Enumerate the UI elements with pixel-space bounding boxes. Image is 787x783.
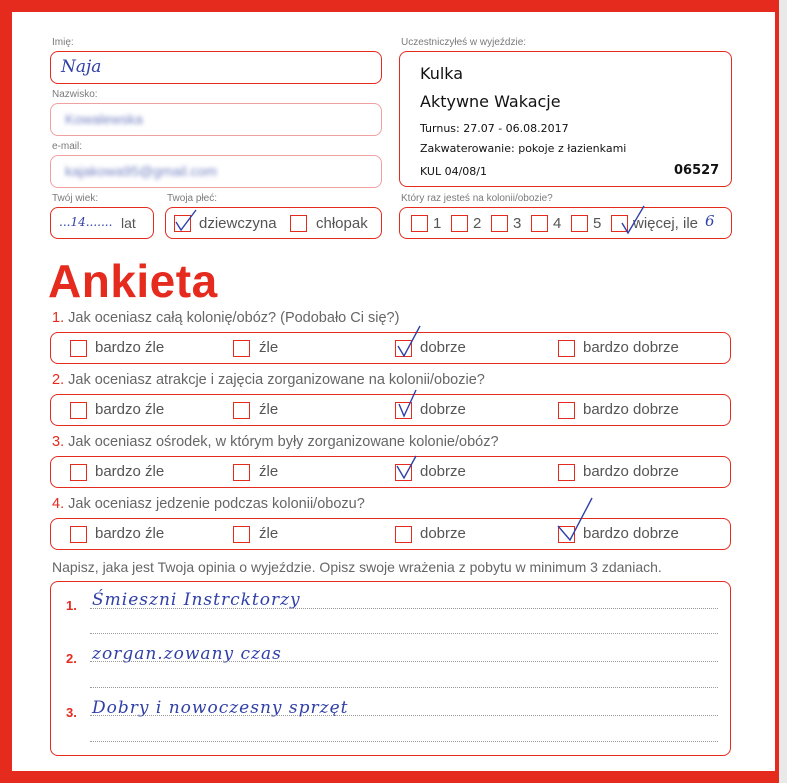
- first-name-label: Imię:: [52, 37, 74, 48]
- opinion-line-3: [90, 715, 718, 716]
- q4-dobrze-checkbox[interactable]: [395, 526, 412, 543]
- q4-option-2-label: źle: [259, 525, 279, 542]
- email-field[interactable]: [50, 155, 382, 188]
- q2-bardzo-dobrze-checkbox[interactable]: [558, 402, 575, 419]
- times-1-label: 1: [433, 215, 442, 232]
- question-3: [52, 434, 499, 450]
- question-1-number: 1.: [52, 310, 65, 326]
- q2-dobrze-checkbox[interactable]: [395, 402, 412, 419]
- q1-option-3-label: dobrze: [420, 339, 466, 356]
- trip-program: Aktywne Wakacje: [420, 92, 561, 111]
- trip-turnus: Turnus: 27.07 - 06.08.2017: [420, 122, 569, 135]
- q1-zle-checkbox[interactable]: [233, 340, 250, 357]
- gender-girl-label: dziewczyna: [199, 215, 277, 232]
- times-5-label: 5: [593, 215, 602, 232]
- gender-field: [165, 207, 382, 239]
- age-unit: lat: [121, 215, 136, 231]
- times-more-value: 6: [705, 212, 715, 230]
- q2-option-2-label: źle: [259, 401, 279, 418]
- opinion-line-3b: [90, 741, 718, 742]
- q4-zle-checkbox[interactable]: [233, 526, 250, 543]
- times-3-label: 3: [513, 215, 522, 232]
- opinion-line-1b: [90, 633, 718, 634]
- opinion-line-2b: [90, 687, 718, 688]
- q4-option-4-label: bardzo dobrze: [583, 525, 679, 542]
- opinion-line-1-number: 1.: [66, 598, 77, 613]
- q2-option-1-label: bardzo źle: [95, 401, 165, 418]
- opinion-line-1: [90, 608, 718, 609]
- trip-number: 06527: [674, 163, 720, 178]
- last-name-value: Kowalewska: [65, 111, 143, 127]
- q4-bardzo-dobrze-checkbox[interactable]: [558, 526, 575, 543]
- trip-lodging: Zakwaterowanie: pokoje z łazienkami: [420, 142, 627, 155]
- opinion-line-2-text: zorgan.zowany czas: [92, 644, 282, 664]
- gender-boy-checkbox[interactable]: [290, 215, 307, 232]
- q3-option-2-label: źle: [259, 463, 279, 480]
- question-2-options: [50, 394, 731, 426]
- times-4-label: 4: [553, 215, 562, 232]
- q4-option-3-label: dobrze: [420, 525, 466, 542]
- times-5-checkbox[interactable]: [571, 215, 588, 232]
- times-2-label: 2: [473, 215, 482, 232]
- question-4-text: Jak oceniasz jedzenie podczas kolonii/obozu?: [68, 496, 365, 512]
- email-value: kajakowa95@gmail.com: [65, 163, 217, 179]
- q2-option-3-label: dobrze: [420, 401, 466, 418]
- last-name-label: Nazwisko:: [52, 89, 98, 100]
- question-3-text: Jak oceniasz ośrodek, w którym były zorganizowane kolonie/obóz?: [68, 434, 499, 450]
- q1-dobrze-checkbox[interactable]: [395, 340, 412, 357]
- question-2-text: Jak oceniasz atrakcje i zajęcia zorganizowane na kolonii/obozie?: [68, 372, 485, 388]
- question-1-text: Jak oceniasz całą kolonię/obóz? (Podobało Ci się?): [68, 310, 400, 326]
- trip-name: Kulka: [420, 64, 464, 83]
- gender-boy-label: chłopak: [316, 215, 368, 232]
- q2-zle-checkbox[interactable]: [233, 402, 250, 419]
- question-3-options: [50, 456, 731, 488]
- opinion-line-1-text: Śmieszni Instrcktorzy: [92, 590, 301, 610]
- age-value: ...14.......: [59, 215, 113, 229]
- email-label: e-mail:: [52, 141, 83, 152]
- question-4-options: [50, 518, 731, 550]
- q4-option-1-label: bardzo źle: [95, 525, 165, 542]
- first-name-value: Naja: [61, 57, 102, 77]
- trip-info-box: [399, 51, 732, 187]
- opinion-prompt: Napisz, jaka jest Twoja opinia o wyjeździe. Opisz swoje wrażenia z pobytu w minimum 3 zdaniach.: [52, 559, 662, 575]
- question-4-number: 4.: [52, 496, 65, 512]
- question-1: [52, 310, 399, 326]
- gender-girl-checkbox[interactable]: [174, 215, 191, 232]
- times-4-checkbox[interactable]: [531, 215, 548, 232]
- opinion-line-3-text: Dobry i nowoczesny sprzęt: [92, 698, 349, 718]
- question-2-number: 2.: [52, 372, 65, 388]
- first-name-field[interactable]: [50, 51, 382, 84]
- q2-option-4-label: bardzo dobrze: [583, 401, 679, 418]
- participant-label: Uczestniczyłeś w wyjeździe:: [401, 37, 527, 48]
- times-more-label: więcej, ile: [633, 215, 699, 232]
- last-name-field[interactable]: [50, 103, 382, 136]
- q1-option-2-label: źle: [259, 339, 279, 356]
- age-label: Twój wiek:: [52, 193, 99, 204]
- question-2: [52, 372, 485, 388]
- opinion-line-2-number: 2.: [66, 651, 77, 666]
- q3-zle-checkbox[interactable]: [233, 464, 250, 481]
- trip-code: KUL 04/08/1: [420, 165, 487, 178]
- gender-label: Twoja płeć:: [167, 193, 218, 204]
- times-3-checkbox[interactable]: [491, 215, 508, 232]
- q3-option-1-label: bardzo źle: [95, 463, 165, 480]
- times-more-checkbox[interactable]: [611, 215, 628, 232]
- age-field[interactable]: [50, 207, 154, 239]
- q1-bardzo-zle-checkbox[interactable]: [70, 340, 87, 357]
- q1-option-4-label: bardzo dobrze: [583, 339, 679, 356]
- opinion-line-3-number: 3.: [66, 705, 77, 720]
- q3-option-3-label: dobrze: [420, 463, 466, 480]
- q3-dobrze-checkbox[interactable]: [395, 464, 412, 481]
- question-3-number: 3.: [52, 434, 65, 450]
- times-label: Który raz jesteś na kolonii/obozie?: [401, 193, 553, 204]
- q3-bardzo-zle-checkbox[interactable]: [70, 464, 87, 481]
- q3-bardzo-dobrze-checkbox[interactable]: [558, 464, 575, 481]
- q3-option-4-label: bardzo dobrze: [583, 463, 679, 480]
- question-1-options: [50, 332, 731, 364]
- q1-option-1-label: bardzo źle: [95, 339, 165, 356]
- times-2-checkbox[interactable]: [451, 215, 468, 232]
- q2-bardzo-zle-checkbox[interactable]: [70, 402, 87, 419]
- opinion-line-2: [90, 661, 718, 662]
- question-4: [52, 496, 365, 512]
- times-1-checkbox[interactable]: [411, 215, 428, 232]
- q4-bardzo-zle-checkbox[interactable]: [70, 526, 87, 543]
- page-title: Ankieta: [48, 255, 218, 307]
- times-field: [399, 207, 732, 239]
- q1-bardzo-dobrze-checkbox[interactable]: [558, 340, 575, 357]
